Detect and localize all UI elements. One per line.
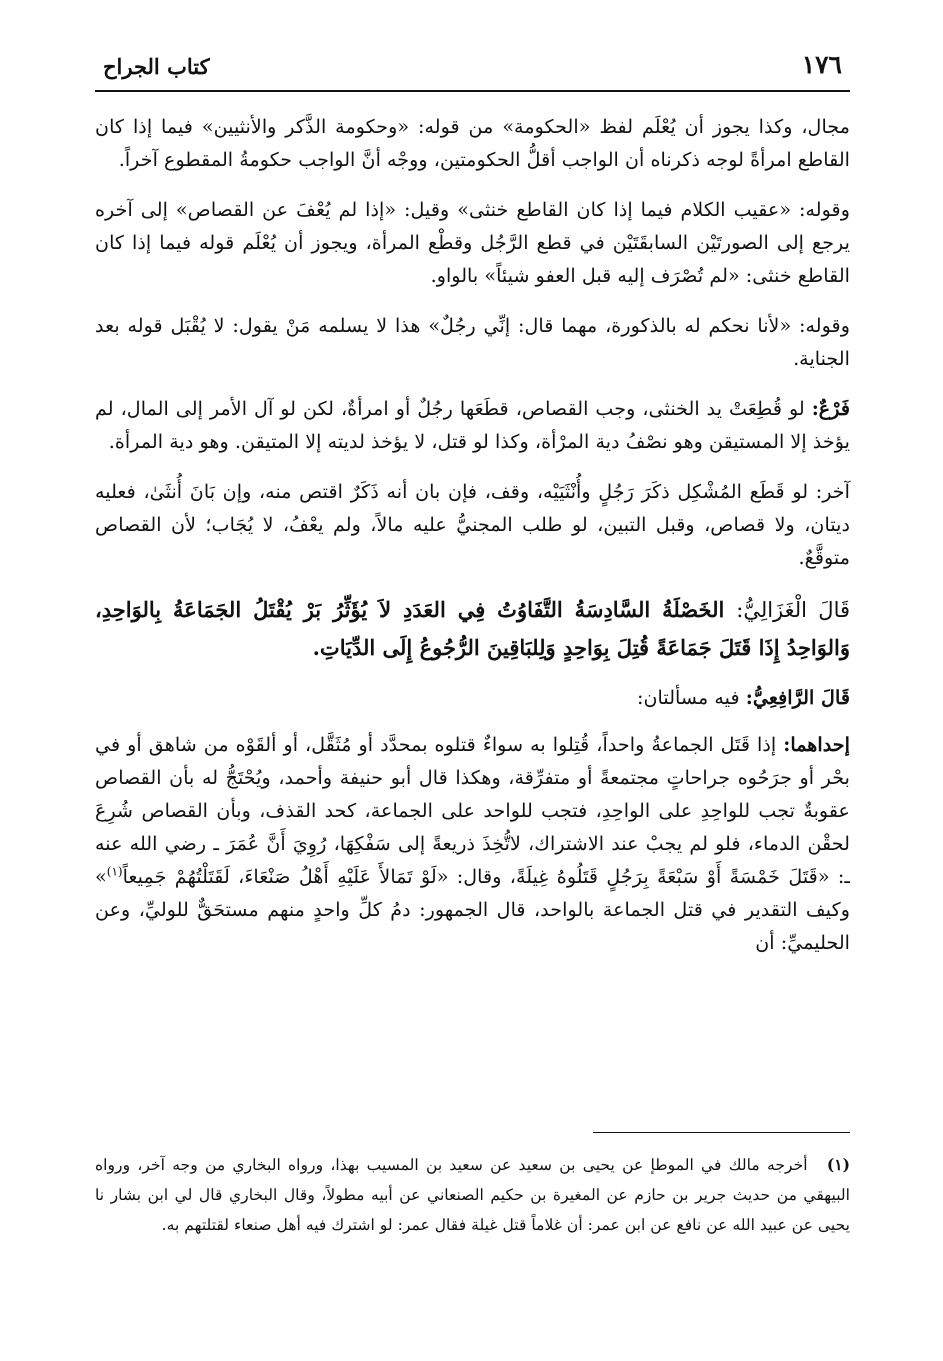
footnote-number: (١)	[826, 1155, 850, 1174]
paragraph	[95, 309, 850, 375]
footnote-separator	[593, 1132, 850, 1133]
paragraph-text: مجال، وكذا يجوز أن يُعْلَم لفظ «الحكومة» من قوله: «وحكومة الذَّكر والأنثيين» فيما إذا كان القاطع امرأةً لوجه ذكرناه أن الواجب أقلُّ الحكومتين، ووجْه أنَّ الواجب حكومةُ المقطوع آخراً.	[95, 115, 850, 171]
page-header	[95, 48, 850, 92]
branch-label: فَرْعٌ:	[811, 397, 850, 420]
paragraph-text: آخر: لو قَطَع المُشْكِل ذكَرَ رَجُلٍ وأُنْثَيَيْه، وقف، فإن بان أنه ذَكَرٌ اقتص منه، وإن بَانَ أُنثَىٰ، فعليه ديتان، ولا قصاص، وقبل التبين، لو طلب المجنيُّ عليه مالاً، ولم يعْفُ، لا يُجَاب؛ لأن القصاص متوقَّعٌ.	[95, 480, 850, 569]
footnotes	[95, 1150, 850, 1240]
ghazali-label: قَالَ الْغَزَالِيُّ:	[736, 598, 850, 622]
footnote	[95, 1150, 850, 1240]
ghazali-quote	[95, 591, 850, 667]
footnote-reference[interactable]: (١)	[106, 864, 123, 879]
rafii-heading	[95, 681, 850, 714]
paragraph-branch	[95, 392, 850, 458]
paragraph-text: وقوله: «لأنا نحكم له بالذكورة، مهما قال: إنِّي رجُلٌ» هذا لا يسلمه مَنْ يقول: لا يُقْبَل قوله بعد الجناية.	[95, 314, 850, 370]
first-issue-text-continued: » وكيف التقدير في قتل الجماعة بالواحد، قال الجمهور: دمُ كلِّ واحدٍ منهم مستحَقٌّ للوليِّ، وعن الحليميِّ: أن	[95, 865, 850, 954]
paragraph-text: وقوله: «عقيب الكلام فيما إذا كان القاطع خنثى» وقيل: «إذا لم يُعْفَ عن القصاص» إلى آخره يرجع إلى الصورتَيْن السابقَتَيْن في قطع الرَّجُل وقطْع المرأة، ويجوز أن يُعْلَم قوله فيما إذا كان القاطع خنثى: «لم تُصْرَف إليه قبل العفو شيئاً» بالواو.	[95, 198, 850, 287]
ghazali-text: الخَصْلَةُ السَّادِسَةُ التَّفَاوُتُ فِي العَدَدِ لاَ يُؤَثِّرُ بَرْ يُقْتَلُ الجَمَاعَةُ بِالوَاحِدِ، وَالوَاحِدُ إِذَا قَتَلَ جَمَاعَةً قُتِلَ بِوَاحِدٍ وَلِلبَاقِينَ الرُّجُوعُ إِلَى الدِّيَاتِ.	[95, 597, 850, 660]
footnote-text: أخرجه مالك في الموطإ عن يحيى بن سعيد عن سعيد بن المسيب بهذا، ورواه البخاري من وجه آخر، ورواه البيهقي من حديث جرير بن حازم عن المغيرة بن حكيم الصنعاني عن أبيه مطولاً، وقال البخاري قال لي ابن بشار نا يحيى عن عبيد الله عن نافع عن ابن عمر: أن غلاماً قتل غيلة فقال عمر: لو اشترك فيه أهل صنعاء لقتلتهم به.	[95, 1156, 850, 1234]
paragraph	[95, 110, 850, 176]
first-issue-paragraph	[95, 728, 850, 959]
first-issue-text: إذا قَتَل الجماعةُ واحداً، قُتِلوا به سواءٌ قتلوه بمحدَّد أو مُثَقَّل، أو ألقَوْه من شاهق أو في بحْر أو جرَحُوه جراحاتٍ مجتمعةً أو متفرِّقة، وهكذا قال أبو حنيفة وأحمد، ويُحْتَجُّ له بأن القصاص عقوبةٌ تجب للواحِدِ على الواحِدِ، فتجب للواحد على الجماعة، كحد القذف، وبأن القصاص شُرِعَ لحقْن الدماء، فلو لم يجبْ عند الاشتراك، لاتُّخِذَ ذريعةً إلى سَفْكِهَا، رُوِيَ أَنَّ عُمَرَ ـ رضي الله عنه ـ: «قَتَلَ خَمْسَةً أَوْ سَبْعَةً بِرَجُلٍ قَتَلُوهُ غِيلَةً، وقال: «لَوْ تَمَالأَ عَلَيْهِ أَهْلُ صَنْعَاءَ، لَقَتَلْتُهُمْ جَمِيعاً	[95, 733, 850, 888]
paragraph-text: لو قُطِعَتْ يد الخنثى، وجب القصاص، قطَعَها رجُلٌ أو امرأةٌ، لكن لو آل الأمر إلى المال، لم يؤخذ إلا المستيقن وهو نصْفُ دية المرْأة، وكذا لو قتل، لا يؤخذ لديته إلا المتيقن. وهو دية المرأة.	[95, 397, 850, 453]
paragraph	[95, 193, 850, 292]
first-issue-label: إحداهما:	[783, 733, 851, 756]
running-title: كتاب الجراح	[103, 54, 210, 79]
rafii-label: قَالَ الرَّافِعِيُّ:	[745, 686, 850, 709]
paragraph	[95, 475, 850, 574]
main-text	[95, 110, 850, 976]
rafii-text: فيه مسألتان:	[637, 686, 740, 709]
page-number: ١٧٦	[801, 50, 842, 79]
